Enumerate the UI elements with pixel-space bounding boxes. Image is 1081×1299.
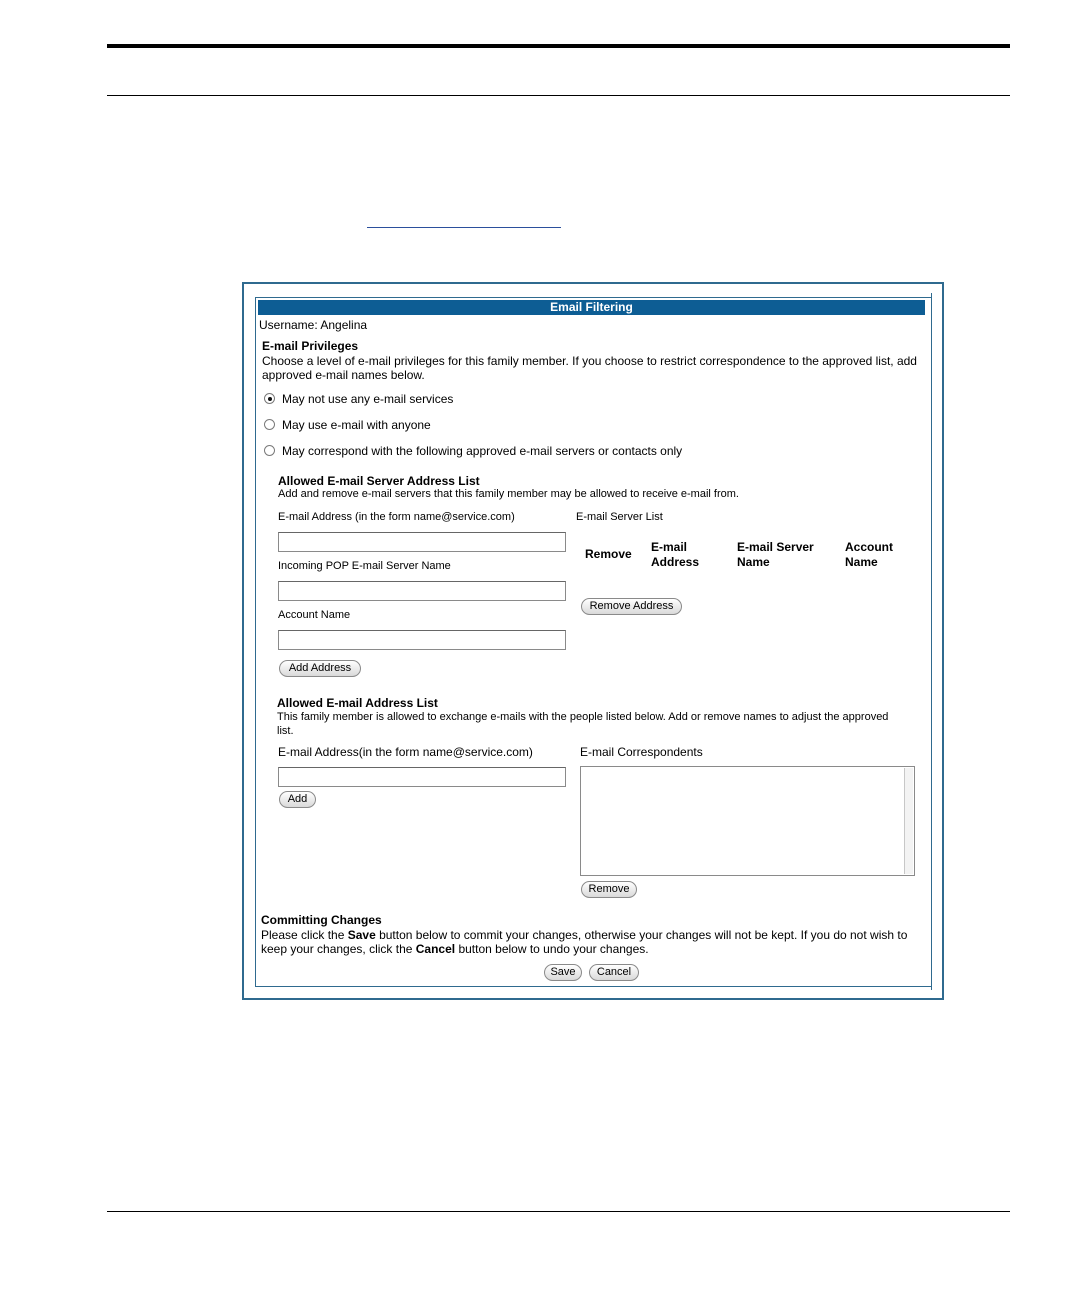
hyperlink-underline[interactable] — [367, 227, 561, 228]
commit-text — [261, 928, 921, 956]
header-rule-thin — [107, 95, 1010, 96]
column-email-line2: Address — [651, 555, 700, 569]
commit-heading: Committing Changes — [261, 913, 382, 927]
server-list-description: Add and remove e-mail servers that this family member may be allowed to receive e-mail from. — [278, 488, 739, 500]
save-button[interactable]: Save — [544, 964, 582, 981]
column-server-line2: Name — [737, 555, 770, 569]
column-email-line1: E-mail — [651, 540, 688, 554]
account-name-label: Account Name — [278, 609, 351, 621]
correspondents-title: E-mail Correspondents — [580, 745, 703, 759]
address-email-label: E-mail Address(in the form name@service.com) — [278, 745, 533, 759]
radio-email-anyone-label: May use e-mail with anyone — [282, 418, 431, 432]
add-correspondent-button[interactable]: Add — [279, 791, 316, 808]
correspondents-listbox[interactable] — [580, 766, 915, 876]
column-account-line1: Account — [845, 540, 893, 554]
server-email-label: E-mail Address (in the form name@service.com) — [278, 511, 515, 523]
column-account-line2: Name — [845, 555, 878, 569]
server-list-heading: Allowed E-mail Server Address List — [278, 474, 480, 488]
remove-address-button[interactable]: Remove Address — [581, 598, 682, 615]
radio-email-anyone[interactable] — [264, 419, 275, 430]
pop-server-label: Incoming POP E-mail Server Name — [278, 560, 451, 572]
address-list-heading: Allowed E-mail Address List — [277, 696, 438, 710]
privileges-heading: E-mail Privileges — [262, 339, 359, 353]
commit-cancel-word: Cancel — [415, 942, 456, 956]
commit-text-2: button below to commit your changes, otherwise your changes will not be kept. If you do not wish to keep your changes, click the — [261, 928, 908, 956]
footer-rule — [107, 1211, 1010, 1212]
cancel-button[interactable]: Cancel — [589, 964, 639, 981]
radio-approved-only-label: May correspond with the following approved e-mail servers or contacts only — [282, 444, 683, 458]
account-name-input[interactable] — [278, 630, 566, 650]
radio-approved-only[interactable] — [264, 445, 275, 456]
column-server-line1: E-mail Server — [737, 540, 814, 554]
radio-no-email-label: May not use any e-mail services — [282, 392, 454, 406]
commit-text-3: button below to undo your changes. — [455, 942, 649, 956]
pop-server-input[interactable] — [278, 581, 566, 601]
commit-text-1: Please click the — [261, 928, 348, 942]
header-rule-thick — [107, 44, 1010, 48]
privileges-description: Choose a level of e-mail privileges for this family member. If you choose to restrict correspondence to the approved list, add approved e-mail names below. — [262, 354, 917, 382]
username-label: Username: Angelina — [259, 318, 368, 332]
listbox-scrollbar[interactable] — [904, 768, 913, 874]
server-list-title: E-mail Server List — [576, 511, 663, 523]
radio-no-email[interactable] — [264, 393, 275, 404]
address-email-input[interactable] — [278, 767, 566, 787]
add-address-button[interactable]: Add Address — [279, 660, 361, 677]
panel-title: Email Filtering — [258, 300, 925, 315]
server-email-input[interactable] — [278, 532, 566, 552]
panel-right-edge — [931, 293, 932, 990]
commit-save-word: Save — [347, 928, 376, 942]
column-remove: Remove — [585, 547, 632, 561]
remove-correspondent-button[interactable]: Remove — [581, 881, 637, 898]
address-list-description: This family member is allowed to exchange e-mails with the people listed below. Add or remove names to adjust the approved list. — [277, 711, 889, 737]
